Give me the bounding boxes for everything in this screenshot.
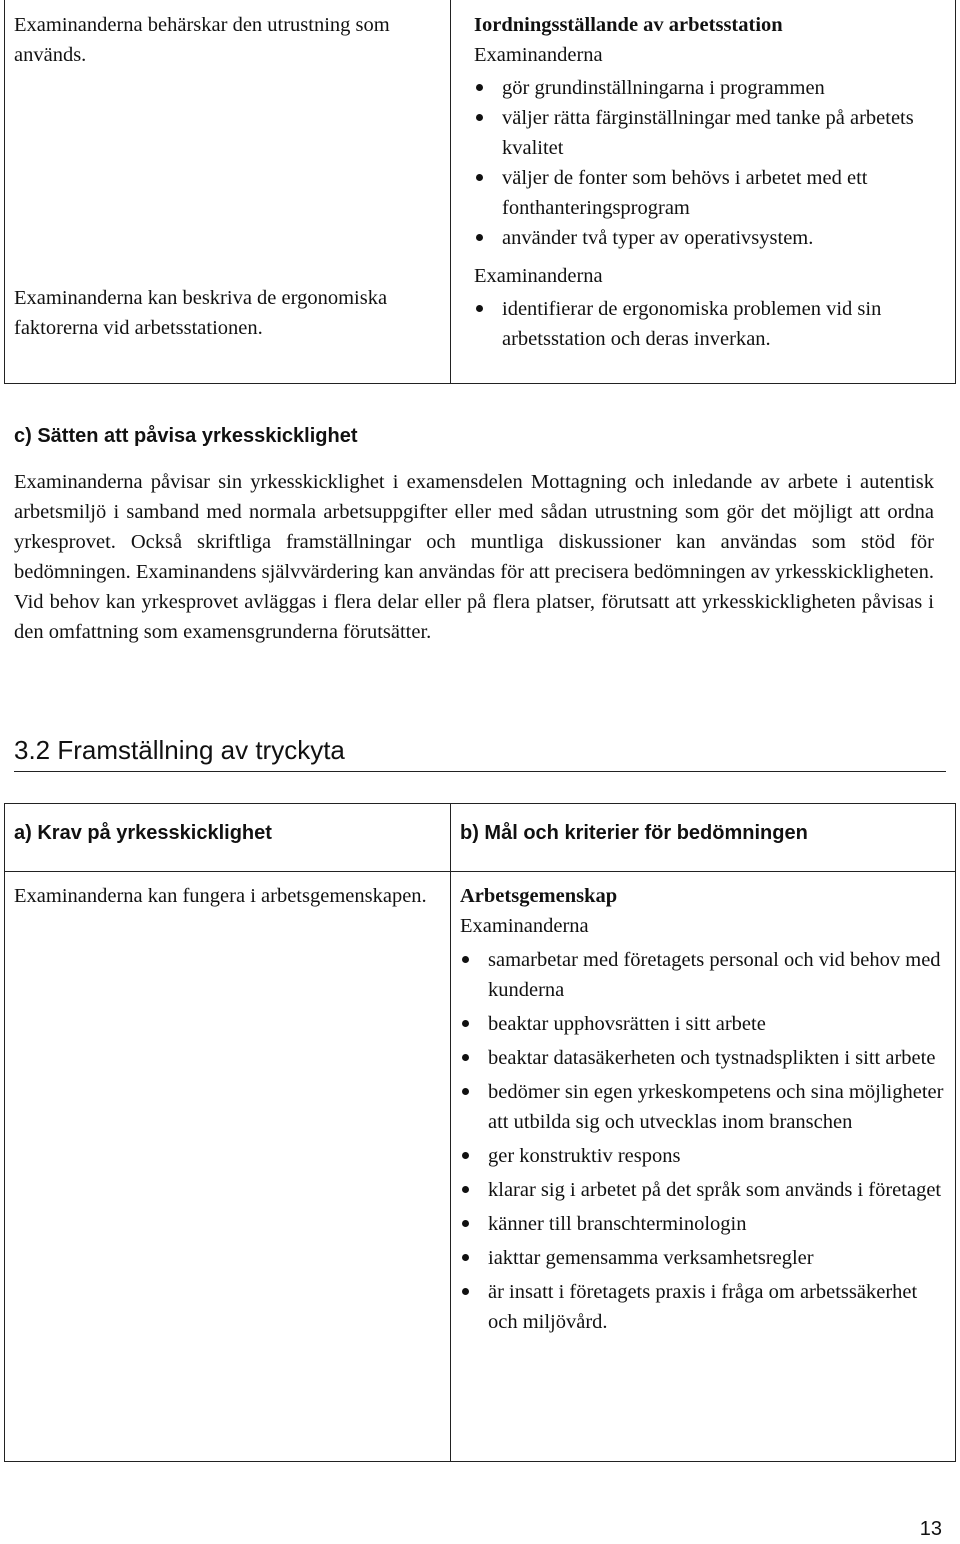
bullet-item: väljer de fonter som behövs i arbetet med ett fonthanteringsprogram [474,163,944,223]
arbetsgemenskap-heading: Arbetsgemenskap [460,885,618,907]
bullet-item: beaktar upphovsrätten i sitt arbete [460,1009,944,1039]
top-table-divider [450,0,451,384]
top-right-cell [474,10,944,354]
intro-text: Examinanderna [474,265,603,287]
column-b-cell [460,881,944,1341]
bullet-item: gör grundinställningarna i programmen [474,73,944,103]
top-left-cell-2: Examinanderna kan beskriva de ergonomiska faktorerna vid arbetsstationen. [14,287,388,339]
bullet-item: klarar sig i arbetet på det språk som används i företaget [460,1175,944,1205]
section-c-body: Examinanderna påvisar sin yrkesskicklighet i examensdelen Mottagning och inledande av arbete i autentisk arbetsmiljö i samband med normala arbetsuppgifter eller med sådan utrustning som gör det möjligt att ordna yrkesprovet. Också skriftliga framställningar och muntliga diskussioner kan användas som stöd för bedömningen. Examinandens självvärdering kan användas för att precisera bedömningen av yrkesskickligheten. Vid behov kan yrkesprovet avläggas i flera delar eller på flera platser, förutsatt att yrkesskickligheten påvisas i den omfattning som examensgrunderna förutsätter. [14,471,934,643]
bullet-item: identifierar de ergonomiska problemen vid sin arbetsstation och deras inverkan. [474,294,944,354]
bullet-item: samarbetar med företagets personal och vid behov med kunderna [460,945,944,1005]
column-a-text: Examinanderna kan fungera i arbetsgemenskapen. [14,885,427,907]
top-left-cell-1: Examinanderna behärskar den utrustning som används. [14,14,390,66]
arbetsgemenskap-bullet-list [460,945,944,1337]
bullet-item: iakttar gemensamma verksamhetsregler [460,1243,944,1273]
bottom-table-header-divider [4,871,956,872]
column-b-heading: b) Mål och kriterier för bedömningen [460,822,808,844]
column-a-heading: a) Krav på yrkesskicklighet [14,822,272,844]
section-32-heading: 3.2 Framställning av tryckyta [14,735,345,765]
intro-text: Examinanderna [460,915,589,937]
heading-rule [14,771,946,772]
arbetsstation-bullet-list [474,73,944,253]
bullet-item: använder två typer av operativsystem. [474,223,944,253]
bullet-item: är insatt i företagets praxis i fråga om arbetssäkerhet och miljövård. [460,1277,944,1337]
bullet-item: bedömer sin egen yrkeskompetens och sina möjligheter att utbilda sig och utvecklas inom branschen [460,1077,944,1137]
bullet-item: känner till branschterminologin [460,1209,944,1239]
intro-text: Examinanderna [474,44,603,66]
ergonomi-bullet-list [474,294,944,354]
bottom-table-column-divider [450,803,451,1462]
bullet-item: väljer rätta färginställningar med tanke på arbetets kvalitet [474,103,944,163]
bullet-item: ger konstruktiv respons [460,1141,944,1171]
bullet-item: beaktar datasäkerheten och tystnadsplikten i sitt arbete [460,1043,944,1073]
arbetsstation-heading: Iordningsställande av arbetsstation [474,14,783,36]
section-c-heading: c) Sätten att påvisa yrkesskicklighet [14,425,358,447]
page-number: 13 [919,1518,942,1540]
